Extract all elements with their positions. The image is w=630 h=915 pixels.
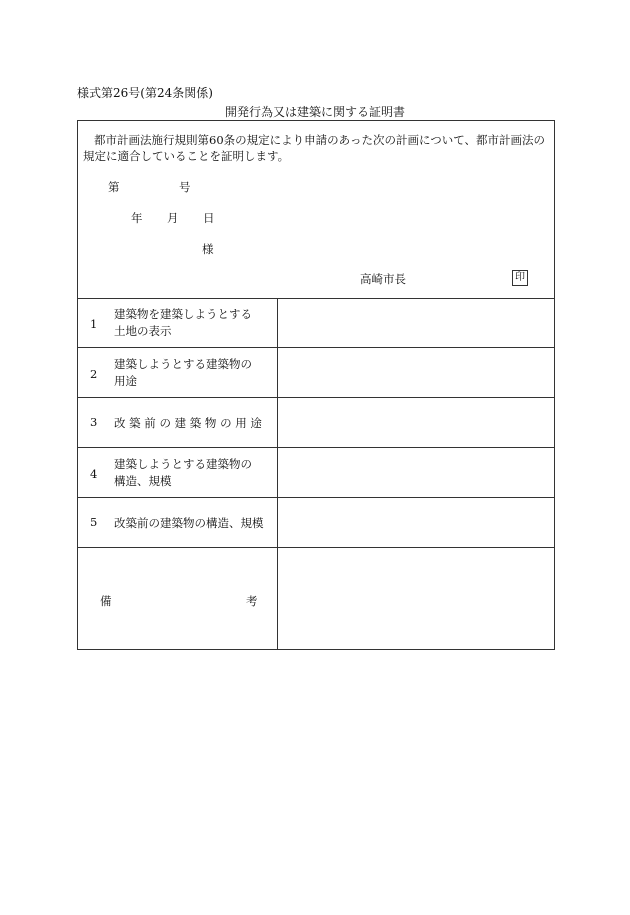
document-title: 開発行為又は建築に関する証明書 — [224, 105, 405, 119]
document-number-label: 第 — [108, 180, 120, 194]
row-label-cell — [78, 498, 278, 547]
land-location-field[interactable] — [278, 298, 554, 347]
row-label-cell — [78, 298, 278, 347]
building-use-field[interactable] — [278, 348, 554, 397]
remarks-label-part2: 考 — [246, 594, 258, 608]
document-number-suffix: 号 — [179, 180, 191, 194]
row-label-line2: 構造、規模 — [114, 474, 172, 488]
seal-mark: 印 — [512, 270, 528, 286]
remarks-field[interactable] — [278, 548, 554, 649]
row-label-line1: 建築しようとする建築物の — [114, 457, 252, 471]
form-number: 様式第26号(第24条関係) — [77, 86, 213, 100]
row-label-cell — [78, 348, 278, 397]
certificate-form — [77, 120, 555, 650]
table-row-4 — [78, 448, 554, 498]
row-label-line1: 改 築 前 の 建 築 物 の 用 途 — [114, 416, 262, 430]
row-label-line2: 用途 — [114, 374, 137, 388]
row-number: 5 — [90, 515, 98, 529]
remarks-label-part1: 備 — [100, 594, 112, 608]
issuer-title: 高崎市長 — [360, 272, 406, 286]
pre-rebuild-structure-field[interactable] — [278, 498, 554, 547]
date-day-label: 日 — [203, 211, 215, 225]
row-label-cell — [78, 448, 278, 497]
date-year-label: 年 — [131, 211, 143, 225]
remarks-label-cell — [78, 548, 278, 649]
row-label-line1: 改築前の建築物の構造、規模 — [114, 516, 264, 530]
structure-scale-field[interactable] — [278, 448, 554, 497]
certification-statement: 都市計画法施行規則第60条の規定により申請のあった次の計画について、都市計画法の規定に適合していることを証明します。 — [83, 133, 546, 163]
date-month-label: 月 — [167, 211, 179, 225]
row-number: 1 — [90, 317, 98, 331]
row-label-line2: 土地の表示 — [114, 324, 172, 338]
addressee-honorific: 様 — [202, 242, 214, 256]
table-row-3 — [78, 398, 554, 448]
table-row-5 — [78, 498, 554, 548]
table-row-2 — [78, 348, 554, 398]
pre-rebuild-use-field[interactable] — [278, 398, 554, 447]
row-number: 4 — [90, 467, 98, 481]
row-label-line1: 建築しようとする建築物の — [114, 357, 252, 371]
table-row-1 — [78, 298, 554, 348]
certificate-block — [78, 121, 554, 299]
row-number: 3 — [90, 415, 98, 429]
row-label-cell — [78, 398, 278, 447]
row-label-line1: 建築物を建築しようとする — [114, 307, 252, 321]
row-number: 2 — [90, 367, 98, 381]
remarks-row — [78, 548, 554, 649]
